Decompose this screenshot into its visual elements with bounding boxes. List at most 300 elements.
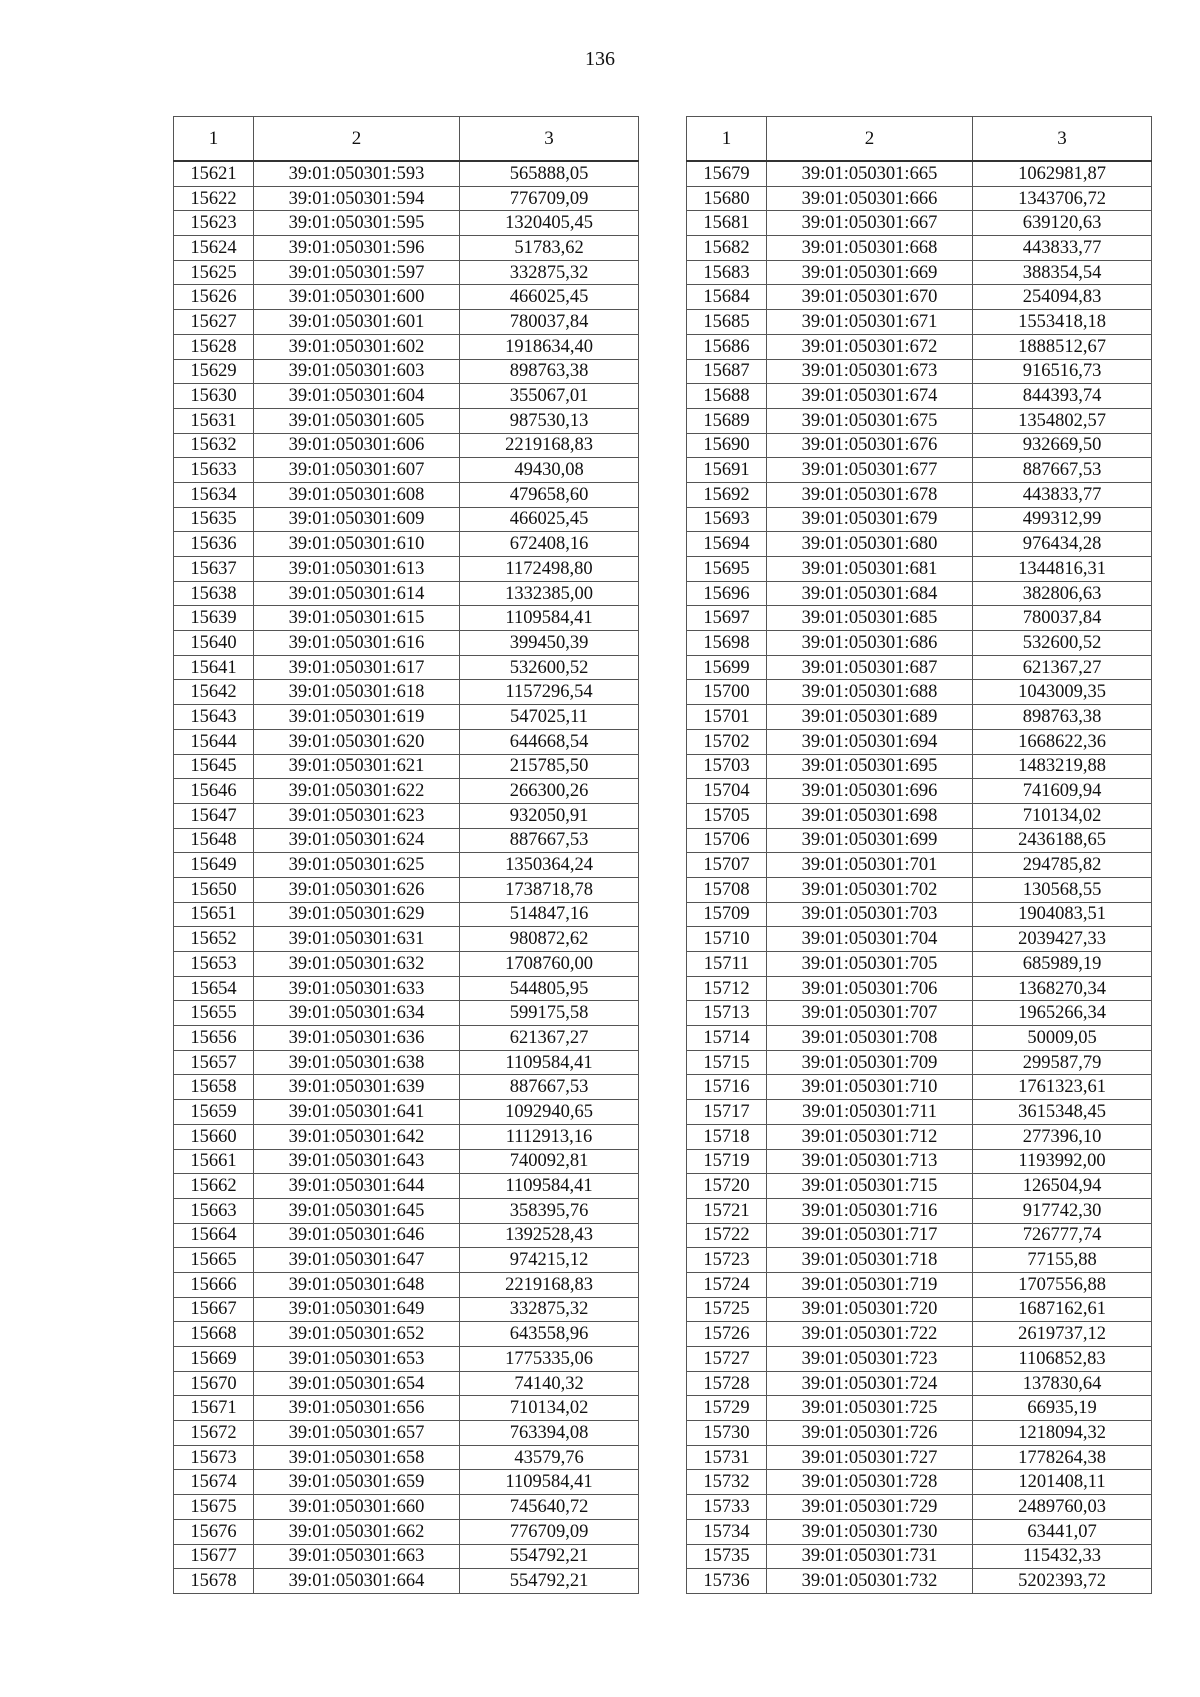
row-number-cell: 15650 xyxy=(174,877,254,902)
row-number-cell: 15734 xyxy=(687,1519,767,1544)
row-number-cell: 15685 xyxy=(687,310,767,335)
table-row xyxy=(174,976,639,1001)
value-cell: 1092940,65 xyxy=(460,1100,639,1125)
value-cell: 544805,95 xyxy=(460,976,639,1001)
table-row xyxy=(687,260,1152,285)
value-cell: 639120,63 xyxy=(973,211,1152,236)
value-cell: 974215,12 xyxy=(460,1248,639,1273)
row-number-cell: 15686 xyxy=(687,334,767,359)
row-number-cell: 15636 xyxy=(174,532,254,557)
value-cell: 50009,05 xyxy=(973,1026,1152,1051)
row-number-cell: 15677 xyxy=(174,1544,254,1569)
row-number-cell: 15667 xyxy=(174,1297,254,1322)
row-number-cell: 15658 xyxy=(174,1075,254,1100)
cadastral-number-cell: 39:01:050301:641 xyxy=(254,1100,460,1125)
value-cell: 1553418,18 xyxy=(973,310,1152,335)
value-cell: 745640,72 xyxy=(460,1495,639,1520)
cadastral-number-cell: 39:01:050301:647 xyxy=(254,1248,460,1273)
column-header: 2 xyxy=(254,117,460,162)
table-row xyxy=(687,1026,1152,1051)
table-row xyxy=(687,1001,1152,1026)
row-number-cell: 15710 xyxy=(687,927,767,952)
table-row xyxy=(174,458,639,483)
cadastral-number-cell: 39:01:050301:710 xyxy=(767,1075,973,1100)
value-cell: 741609,94 xyxy=(973,779,1152,804)
cadastral-number-cell: 39:01:050301:699 xyxy=(767,828,973,853)
table-row xyxy=(174,408,639,433)
table-row xyxy=(174,902,639,927)
row-number-cell: 15689 xyxy=(687,408,767,433)
cadastral-number-cell: 39:01:050301:623 xyxy=(254,803,460,828)
table-row xyxy=(687,186,1152,211)
cadastral-number-cell: 39:01:050301:695 xyxy=(767,754,973,779)
table-row xyxy=(174,557,639,582)
value-cell: 130568,55 xyxy=(973,877,1152,902)
cadastral-number-cell: 39:01:050301:656 xyxy=(254,1396,460,1421)
cadastral-number-cell: 39:01:050301:698 xyxy=(767,803,973,828)
cadastral-number-cell: 39:01:050301:608 xyxy=(254,482,460,507)
value-cell: 466025,45 xyxy=(460,285,639,310)
cadastral-number-cell: 39:01:050301:634 xyxy=(254,1001,460,1026)
value-cell: 1775335,06 xyxy=(460,1347,639,1372)
table-row xyxy=(174,803,639,828)
row-number-cell: 15635 xyxy=(174,507,254,532)
row-number-cell: 15687 xyxy=(687,359,767,384)
cadastral-number-cell: 39:01:050301:688 xyxy=(767,680,973,705)
value-cell: 358395,76 xyxy=(460,1198,639,1223)
value-cell: 1668622,36 xyxy=(973,729,1152,754)
value-cell: 916516,73 xyxy=(973,359,1152,384)
table-row xyxy=(687,1396,1152,1421)
cadastral-number-cell: 39:01:050301:602 xyxy=(254,334,460,359)
row-number-cell: 15645 xyxy=(174,754,254,779)
row-number-cell: 15637 xyxy=(174,557,254,582)
row-number-cell: 15629 xyxy=(174,359,254,384)
row-number-cell: 15704 xyxy=(687,779,767,804)
row-number-cell: 15656 xyxy=(174,1026,254,1051)
cadastral-number-cell: 39:01:050301:669 xyxy=(767,260,973,285)
value-cell: 1761323,61 xyxy=(973,1075,1152,1100)
value-cell: 780037,84 xyxy=(973,606,1152,631)
value-cell: 66935,19 xyxy=(973,1396,1152,1421)
row-number-cell: 15651 xyxy=(174,902,254,927)
cadastral-number-cell: 39:01:050301:657 xyxy=(254,1421,460,1446)
column-header: 1 xyxy=(174,117,254,162)
row-number-cell: 15694 xyxy=(687,532,767,557)
row-number-cell: 15708 xyxy=(687,877,767,902)
table-row xyxy=(174,211,639,236)
value-cell: 917742,30 xyxy=(973,1198,1152,1223)
cadastral-number-cell: 39:01:050301:719 xyxy=(767,1272,973,1297)
value-cell: 1218094,32 xyxy=(973,1421,1152,1446)
value-cell: 740092,81 xyxy=(460,1149,639,1174)
table-row xyxy=(687,1124,1152,1149)
table-row xyxy=(174,482,639,507)
cadastral-number-cell: 39:01:050301:631 xyxy=(254,927,460,952)
cadastral-number-cell: 39:01:050301:659 xyxy=(254,1470,460,1495)
table-row xyxy=(174,1026,639,1051)
row-number-cell: 15674 xyxy=(174,1470,254,1495)
row-number-cell: 15720 xyxy=(687,1174,767,1199)
cadastral-number-cell: 39:01:050301:633 xyxy=(254,976,460,1001)
cadastral-number-cell: 39:01:050301:707 xyxy=(767,1001,973,1026)
table-row xyxy=(687,482,1152,507)
table-row xyxy=(174,186,639,211)
header-row xyxy=(687,117,1152,162)
row-number-cell: 15679 xyxy=(687,161,767,186)
cadastral-number-cell: 39:01:050301:730 xyxy=(767,1519,973,1544)
value-cell: 1109584,41 xyxy=(460,1470,639,1495)
row-number-cell: 15732 xyxy=(687,1470,767,1495)
cadastral-number-cell: 39:01:050301:595 xyxy=(254,211,460,236)
value-cell: 898763,38 xyxy=(973,705,1152,730)
cadastral-number-cell: 39:01:050301:614 xyxy=(254,581,460,606)
row-number-cell: 15662 xyxy=(174,1174,254,1199)
column-header: 3 xyxy=(460,117,639,162)
value-cell: 479658,60 xyxy=(460,482,639,507)
row-number-cell: 15711 xyxy=(687,952,767,977)
table-row xyxy=(174,680,639,705)
table-row xyxy=(687,1445,1152,1470)
row-number-cell: 15623 xyxy=(174,211,254,236)
table-row xyxy=(174,1124,639,1149)
value-cell: 215785,50 xyxy=(460,754,639,779)
table-row xyxy=(174,1198,639,1223)
value-cell: 1483219,88 xyxy=(973,754,1152,779)
row-number-cell: 15664 xyxy=(174,1223,254,1248)
table-row xyxy=(687,1100,1152,1125)
cadastral-number-cell: 39:01:050301:689 xyxy=(767,705,973,730)
value-cell: 332875,32 xyxy=(460,260,639,285)
cadastral-number-cell: 39:01:050301:620 xyxy=(254,729,460,754)
row-number-cell: 15660 xyxy=(174,1124,254,1149)
table-row xyxy=(687,310,1152,335)
cadastral-number-cell: 39:01:050301:664 xyxy=(254,1569,460,1594)
table-row xyxy=(174,1223,639,1248)
row-number-cell: 15698 xyxy=(687,631,767,656)
value-cell: 710134,02 xyxy=(460,1396,639,1421)
cadastral-number-cell: 39:01:050301:675 xyxy=(767,408,973,433)
value-cell: 532600,52 xyxy=(973,631,1152,656)
table-row xyxy=(174,532,639,557)
cadastral-number-cell: 39:01:050301:654 xyxy=(254,1371,460,1396)
table-row xyxy=(174,1470,639,1495)
row-number-cell: 15717 xyxy=(687,1100,767,1125)
row-number-cell: 15716 xyxy=(687,1075,767,1100)
cadastral-number-cell: 39:01:050301:638 xyxy=(254,1050,460,1075)
value-cell: 780037,84 xyxy=(460,310,639,335)
cadastral-number-cell: 39:01:050301:626 xyxy=(254,877,460,902)
cadastral-number-cell: 39:01:050301:625 xyxy=(254,853,460,878)
value-cell: 898763,38 xyxy=(460,359,639,384)
row-number-cell: 15625 xyxy=(174,260,254,285)
row-number-cell: 15648 xyxy=(174,828,254,853)
value-cell: 399450,39 xyxy=(460,631,639,656)
row-number-cell: 15643 xyxy=(174,705,254,730)
row-number-cell: 15630 xyxy=(174,384,254,409)
cadastral-number-cell: 39:01:050301:596 xyxy=(254,236,460,261)
value-cell: 443833,77 xyxy=(973,236,1152,261)
value-cell: 932050,91 xyxy=(460,803,639,828)
row-number-cell: 15713 xyxy=(687,1001,767,1026)
value-cell: 1904083,51 xyxy=(973,902,1152,927)
table-row xyxy=(687,507,1152,532)
cadastral-number-cell: 39:01:050301:643 xyxy=(254,1149,460,1174)
table-row xyxy=(174,1001,639,1026)
value-cell: 294785,82 xyxy=(973,853,1152,878)
value-cell: 466025,45 xyxy=(460,507,639,532)
cadastral-number-cell: 39:01:050301:621 xyxy=(254,754,460,779)
cadastral-number-cell: 39:01:050301:606 xyxy=(254,433,460,458)
row-number-cell: 15700 xyxy=(687,680,767,705)
value-cell: 672408,16 xyxy=(460,532,639,557)
table-row xyxy=(174,828,639,853)
cadastral-number-cell: 39:01:050301:600 xyxy=(254,285,460,310)
cadastral-number-cell: 39:01:050301:684 xyxy=(767,581,973,606)
table-row xyxy=(174,1050,639,1075)
value-cell: 976434,28 xyxy=(973,532,1152,557)
cadastral-number-cell: 39:01:050301:708 xyxy=(767,1026,973,1051)
row-number-cell: 15721 xyxy=(687,1198,767,1223)
table-row xyxy=(687,1297,1152,1322)
table-row xyxy=(687,1347,1152,1372)
cadastral-number-cell: 39:01:050301:666 xyxy=(767,186,973,211)
row-number-cell: 15692 xyxy=(687,482,767,507)
table-row xyxy=(687,927,1152,952)
value-cell: 1888512,67 xyxy=(973,334,1152,359)
row-number-cell: 15668 xyxy=(174,1322,254,1347)
page-number: 136 xyxy=(585,48,615,70)
row-number-cell: 15672 xyxy=(174,1421,254,1446)
value-cell: 685989,19 xyxy=(973,952,1152,977)
row-number-cell: 15733 xyxy=(687,1495,767,1520)
value-cell: 776709,09 xyxy=(460,186,639,211)
table-row xyxy=(687,1371,1152,1396)
value-cell: 987530,13 xyxy=(460,408,639,433)
row-number-cell: 15678 xyxy=(174,1569,254,1594)
cadastral-number-cell: 39:01:050301:723 xyxy=(767,1347,973,1372)
value-cell: 887667,53 xyxy=(460,1075,639,1100)
cadastral-number-cell: 39:01:050301:605 xyxy=(254,408,460,433)
value-cell: 621367,27 xyxy=(973,655,1152,680)
value-cell: 2436188,65 xyxy=(973,828,1152,853)
cadastral-number-cell: 39:01:050301:672 xyxy=(767,334,973,359)
table-row xyxy=(174,1347,639,1372)
cadastral-number-cell: 39:01:050301:601 xyxy=(254,310,460,335)
cadastral-number-cell: 39:01:050301:622 xyxy=(254,779,460,804)
right-table xyxy=(686,116,1152,1594)
table-row xyxy=(687,729,1152,754)
cadastral-number-cell: 39:01:050301:603 xyxy=(254,359,460,384)
cadastral-number-cell: 39:01:050301:722 xyxy=(767,1322,973,1347)
table-row xyxy=(687,532,1152,557)
table-row xyxy=(687,1544,1152,1569)
table-row xyxy=(687,433,1152,458)
row-number-cell: 15703 xyxy=(687,754,767,779)
cadastral-number-cell: 39:01:050301:718 xyxy=(767,1248,973,1273)
cadastral-number-cell: 39:01:050301:613 xyxy=(254,557,460,582)
table-row xyxy=(174,655,639,680)
value-cell: 388354,54 xyxy=(973,260,1152,285)
value-cell: 1368270,34 xyxy=(973,976,1152,1001)
table-row xyxy=(174,507,639,532)
value-cell: 1343706,72 xyxy=(973,186,1152,211)
row-number-cell: 15627 xyxy=(174,310,254,335)
cadastral-number-cell: 39:01:050301:701 xyxy=(767,853,973,878)
table-row xyxy=(174,1495,639,1520)
table-row xyxy=(687,877,1152,902)
cadastral-number-cell: 39:01:050301:706 xyxy=(767,976,973,1001)
cadastral-number-cell: 39:01:050301:728 xyxy=(767,1470,973,1495)
value-cell: 1350364,24 xyxy=(460,853,639,878)
left-table xyxy=(173,116,639,1594)
table-row xyxy=(687,1248,1152,1273)
cadastral-number-cell: 39:01:050301:646 xyxy=(254,1223,460,1248)
cadastral-number-cell: 39:01:050301:673 xyxy=(767,359,973,384)
table-row xyxy=(174,1248,639,1273)
table-row xyxy=(174,310,639,335)
cadastral-number-cell: 39:01:050301:705 xyxy=(767,952,973,977)
table-row xyxy=(174,433,639,458)
table-row xyxy=(174,877,639,902)
table-row xyxy=(174,1421,639,1446)
row-number-cell: 15706 xyxy=(687,828,767,853)
cadastral-number-cell: 39:01:050301:604 xyxy=(254,384,460,409)
table-row xyxy=(687,655,1152,680)
cadastral-number-cell: 39:01:050301:678 xyxy=(767,482,973,507)
cadastral-number-cell: 39:01:050301:597 xyxy=(254,260,460,285)
table-row xyxy=(174,927,639,952)
table-row xyxy=(687,952,1152,977)
value-cell: 63441,07 xyxy=(973,1519,1152,1544)
row-number-cell: 15728 xyxy=(687,1371,767,1396)
header-row xyxy=(174,117,639,162)
row-number-cell: 15705 xyxy=(687,803,767,828)
row-number-cell: 15641 xyxy=(174,655,254,680)
cadastral-number-cell: 39:01:050301:685 xyxy=(767,606,973,631)
row-number-cell: 15680 xyxy=(687,186,767,211)
table-row xyxy=(687,853,1152,878)
value-cell: 776709,09 xyxy=(460,1519,639,1544)
value-cell: 1778264,38 xyxy=(973,1445,1152,1470)
cadastral-number-cell: 39:01:050301:652 xyxy=(254,1322,460,1347)
row-number-cell: 15665 xyxy=(174,1248,254,1273)
row-number-cell: 15644 xyxy=(174,729,254,754)
right-table-body xyxy=(687,161,1152,1593)
value-cell: 115432,33 xyxy=(973,1544,1152,1569)
cadastral-number-cell: 39:01:050301:716 xyxy=(767,1198,973,1223)
cadastral-number-cell: 39:01:050301:724 xyxy=(767,1371,973,1396)
row-number-cell: 15642 xyxy=(174,680,254,705)
row-number-cell: 15709 xyxy=(687,902,767,927)
row-number-cell: 15659 xyxy=(174,1100,254,1125)
row-number-cell: 15628 xyxy=(174,334,254,359)
value-cell: 332875,32 xyxy=(460,1297,639,1322)
table-row xyxy=(687,1075,1152,1100)
row-number-cell: 15693 xyxy=(687,507,767,532)
value-cell: 299587,79 xyxy=(973,1050,1152,1075)
table-row xyxy=(687,458,1152,483)
row-number-cell: 15714 xyxy=(687,1026,767,1051)
value-cell: 565888,05 xyxy=(460,161,639,186)
value-cell: 1354802,57 xyxy=(973,408,1152,433)
value-cell: 599175,58 xyxy=(460,1001,639,1026)
cadastral-number-cell: 39:01:050301:731 xyxy=(767,1544,973,1569)
row-number-cell: 15683 xyxy=(687,260,767,285)
table-row xyxy=(174,236,639,261)
value-cell: 2219168,83 xyxy=(460,1272,639,1297)
table-row xyxy=(174,1297,639,1322)
row-number-cell: 15666 xyxy=(174,1272,254,1297)
table-row xyxy=(174,1100,639,1125)
cadastral-number-cell: 39:01:050301:717 xyxy=(767,1223,973,1248)
table-row xyxy=(687,779,1152,804)
cadastral-number-cell: 39:01:050301:681 xyxy=(767,557,973,582)
row-number-cell: 15724 xyxy=(687,1272,767,1297)
value-cell: 763394,08 xyxy=(460,1421,639,1446)
value-cell: 547025,11 xyxy=(460,705,639,730)
cadastral-number-cell: 39:01:050301:680 xyxy=(767,532,973,557)
value-cell: 1109584,41 xyxy=(460,606,639,631)
cadastral-number-cell: 39:01:050301:617 xyxy=(254,655,460,680)
cadastral-number-cell: 39:01:050301:642 xyxy=(254,1124,460,1149)
row-number-cell: 15646 xyxy=(174,779,254,804)
value-cell: 355067,01 xyxy=(460,384,639,409)
cadastral-number-cell: 39:01:050301:665 xyxy=(767,161,973,186)
table-row xyxy=(687,1519,1152,1544)
cadastral-number-cell: 39:01:050301:712 xyxy=(767,1124,973,1149)
cadastral-number-cell: 39:01:050301:607 xyxy=(254,458,460,483)
table-row xyxy=(687,1569,1152,1594)
row-number-cell: 15670 xyxy=(174,1371,254,1396)
row-number-cell: 15730 xyxy=(687,1421,767,1446)
value-cell: 1344816,31 xyxy=(973,557,1152,582)
value-cell: 1687162,61 xyxy=(973,1297,1152,1322)
table-row xyxy=(174,1174,639,1199)
row-number-cell: 15657 xyxy=(174,1050,254,1075)
cadastral-number-cell: 39:01:050301:694 xyxy=(767,729,973,754)
cadastral-number-cell: 39:01:050301:616 xyxy=(254,631,460,656)
cadastral-number-cell: 39:01:050301:713 xyxy=(767,1149,973,1174)
row-number-cell: 15631 xyxy=(174,408,254,433)
table-row xyxy=(174,384,639,409)
row-number-cell: 15673 xyxy=(174,1445,254,1470)
row-number-cell: 15676 xyxy=(174,1519,254,1544)
value-cell: 1109584,41 xyxy=(460,1050,639,1075)
cadastral-number-cell: 39:01:050301:632 xyxy=(254,952,460,977)
cadastral-number-cell: 39:01:050301:677 xyxy=(767,458,973,483)
cadastral-number-cell: 39:01:050301:711 xyxy=(767,1100,973,1125)
row-number-cell: 15688 xyxy=(687,384,767,409)
row-number-cell: 15695 xyxy=(687,557,767,582)
value-cell: 382806,63 xyxy=(973,581,1152,606)
table-row xyxy=(174,1445,639,1470)
table-row xyxy=(687,1421,1152,1446)
row-number-cell: 15701 xyxy=(687,705,767,730)
cadastral-number-cell: 39:01:050301:658 xyxy=(254,1445,460,1470)
table-row xyxy=(174,1371,639,1396)
value-cell: 887667,53 xyxy=(973,458,1152,483)
value-cell: 532600,52 xyxy=(460,655,639,680)
cadastral-number-cell: 39:01:050301:729 xyxy=(767,1495,973,1520)
value-cell: 621367,27 xyxy=(460,1026,639,1051)
cadastral-number-cell: 39:01:050301:624 xyxy=(254,828,460,853)
row-number-cell: 15727 xyxy=(687,1347,767,1372)
row-number-cell: 15697 xyxy=(687,606,767,631)
row-number-cell: 15719 xyxy=(687,1149,767,1174)
table-row xyxy=(687,828,1152,853)
table-row xyxy=(174,581,639,606)
